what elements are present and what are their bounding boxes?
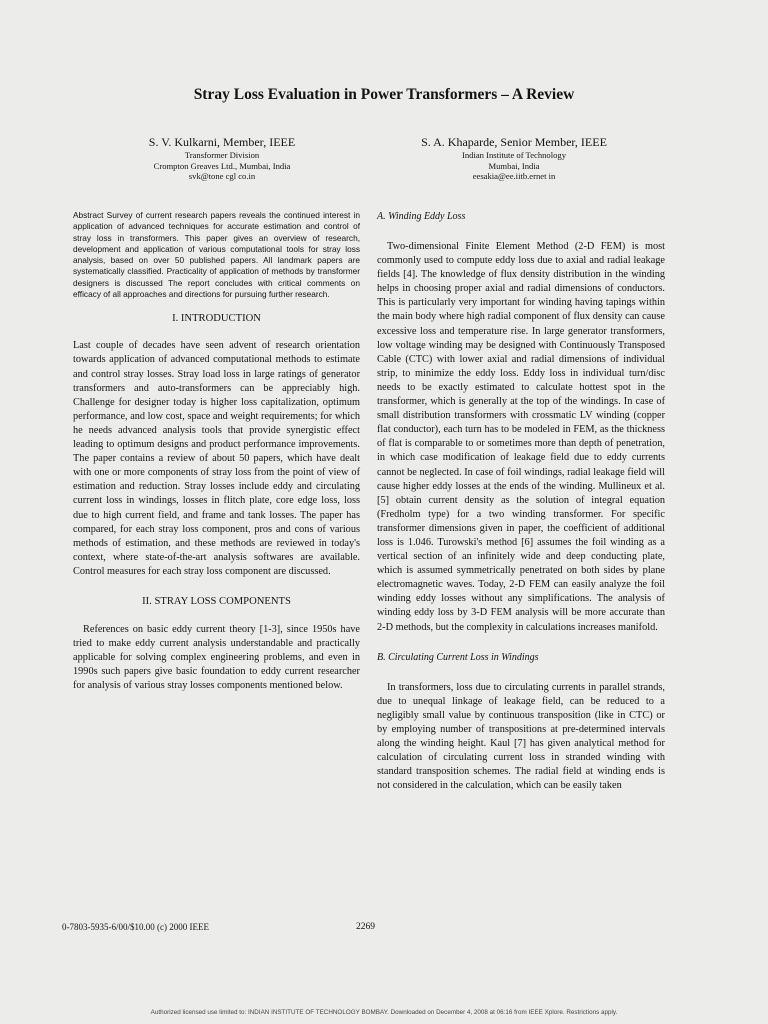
introduction-paragraph: Last couple of decades have seen advent of research orientation towards application of advanced computational methods to estimate and control stray losses. Stray load loss in large ratings of generator transformers and auto-transformers can be appreciably high. Challenge for designer today is higher loss capitalization, optimum performance, and low cost, space and weight requirements; for which he needs advanced analysis tools that provide synergistic effect leading to optimum designs and product performance improvements. The paper contains a review of about 50 papers, which have dealt with one or more components of stray loss from the point of view of estimation and reduction. Stray losses include eddy and circulating current loss in windings, losses in flitch plate, core edge loss, loss due to high current field, and frame and tank losses. The paper has compared, for each stray loss component, pros and cons of various methods of estimation, and these methods are reviewed in today's context, where state-of-the-art analysis softwares are available. Control measures for each stray loss component are discussed. [73, 340, 360, 577]
winding-eddy-loss-paragraph: Two-dimensional Finite Element Method (2-D FEM) is most commonly used to compute eddy loss due to axial and radial leakage fields [4]. The knowledge of flux density distribution in the winding helps in choosing proper axial and radial dimensions of conductors. This is particularly very important for winding having tapings within the main body where high radial component of flux density can cause excessive loss and temperature rise. In large generator transformers, low voltage winding may be designed with Continuously Transposed Cable (CTC) with lower axial and radial dimensions of individual strip, to minimize the eddy loss. Eddy loss in individual turn/disc needs to be exactly estimated to calculate hottest spot in the transformer, which is generally at the top of the windings. In case of small distribution transformers with crossmatic LV winding (copper flat conductor), each turn has to be modeled in FEM, as the thickness of flat is comparable to or sometimes more than depth of penetration, in which case modification of leakage field due to eddy currents cannot be neglected. In case of foil windings, radial leakage field will cause higher eddy losses at the ends of the winding. Mullineux et al. [5] obtain current density as the solution of integral equation (Fredholm type) for a two winding transformer. For specific transformer dimensions given in paper, the coefficient of additional loss is 1.046. Turowski's method [6] assumes the foil winding as a vertical section of an infinitely wide and deep conducting plate, which is assumed symmetrically penetrated on both sides by plane electromagnetic waves. Today, 2-D FEM can easily analyze the foil winding eddy losses without any simplifications. The analysis of winding eddy loss by 3-D FEM analysis will be more accurate than 2-D methods, but the complexity in calculations increases manifold. [377, 241, 665, 633]
author-block-2 [398, 134, 630, 182]
paper-title: Stray Loss Evaluation in Power Transformers – A Review [193, 86, 575, 103]
left-column [73, 210, 360, 693]
author-block-1 [110, 134, 334, 182]
author-name: S. A. Khaparde, Senior Member, IEEE [421, 135, 607, 149]
license-notice: Authorized licensed use limited to: INDIAN INSTITUTE OF TECHNOLOGY BOMBAY. Downloaded on December 4, 2008 at 06:16 from IEEE Xplore. Restrictions apply. [150, 1009, 618, 1016]
abstract: Abstract Survey of current research papers reveals the continued interest in application of advanced techniques for accurate estimation and control of stray loss in transformers. This paper gives an overview of research, development and application of various computational tools for stray loss analysis, based on over 50 published papers. All landmark papers are systematically classified. Practicality of application of methods by transformer designers is discussed The report concludes with critical comments on efficacy of all approaches and directions for pursuing further research. [73, 210, 360, 300]
circulating-current-paragraph: In transformers, loss due to circulating currents in parallel strands, due to unequal linkage of leakage field, can be reduced to a negligibly small value by continuous transposition (like in CTC) or by employing number of transpositions at pre-determined intervals along the winding height. Kaul [7] has given analytical method for calculation of circulating current loss in stranded winding with standard transposition schemes. The radial field at winding ends is not considered in the calculation, which can be easily taken [377, 681, 665, 792]
stray-loss-paragraph: References on basic eddy current theory [1-3], since 1950s have tried to make eddy current analysis understandable and practically applicable for solving complex engineering problems, and even in 1990s such papers give basic foundation to eddy current researcher for analysis of various stray losses components mentioned below. [73, 623, 360, 692]
subsection-heading-circulating-current-loss: B. Circulating Current Loss in Windings [377, 651, 539, 663]
author-organization: Crompton Greaves Ltd., Mumbai, India [153, 160, 291, 171]
subsection-heading-winding-eddy-loss: A. Winding Eddy Loss [377, 211, 466, 222]
copyright-notice: 0-7803-5935-6/00/$10.00 (c) 2000 IEEE [62, 922, 209, 932]
right-column [377, 210, 665, 793]
author-organization: Mumbai, India [488, 160, 540, 171]
section-heading-stray-loss-components: II. STRAY LOSS COMPONENTS [142, 595, 291, 607]
author-department: Transformer Division [184, 150, 260, 160]
author-name: S. V. Kulkarni, Member, IEEE [148, 135, 296, 149]
section-heading-introduction: I. INTRODUCTION [172, 313, 261, 325]
page-number: 2269 [356, 922, 375, 932]
author-email: svk@tone cgl co.in [188, 171, 256, 181]
author-department: Indian Institute of Technology [461, 150, 566, 160]
author-email: eesakia@ee.iitb.ernet in [472, 171, 556, 181]
